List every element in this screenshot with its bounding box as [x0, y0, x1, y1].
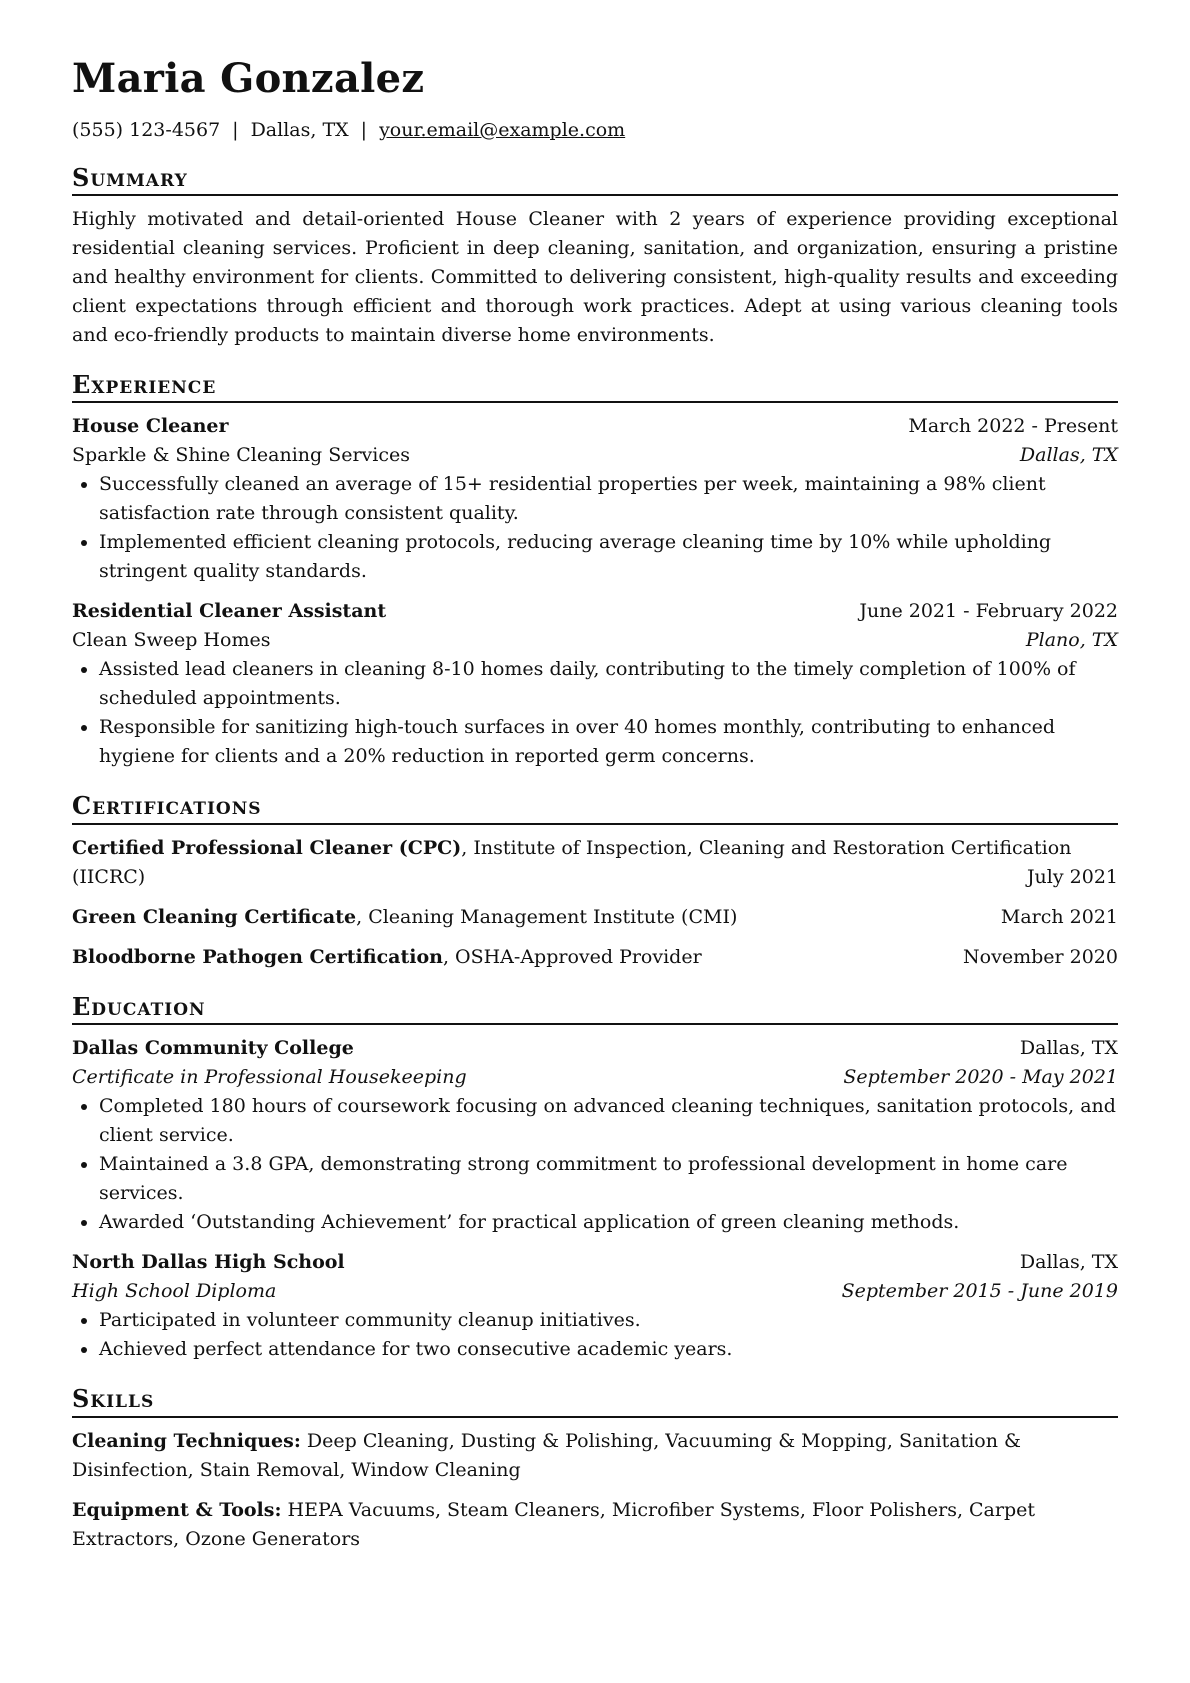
job-entry [72, 412, 1118, 586]
job-dates: March 2022 - Present [908, 415, 1118, 438]
section-title-summary: Summary [72, 165, 1118, 196]
list-item: • Completed 180 hours of coursework focusing on advanced cleaning techniques, sanitation protocols, and client service. [99, 1092, 1118, 1150]
school-name: Dallas Community College [72, 1037, 354, 1060]
contact-line [72, 118, 1118, 143]
school-location: Dallas, TX [1019, 1037, 1118, 1060]
list-item: • Participated in volunteer community cleanup initiatives. [99, 1306, 1118, 1335]
certification-name: Certified Professional Cleaner (CPC) [72, 836, 462, 859]
certification-issuer: , Cleaning Management Institute (CMI) [356, 905, 738, 928]
job-location: Plano, TX [1025, 629, 1118, 652]
school-dates: September 2015 - June 2019 [841, 1280, 1118, 1303]
email-link[interactable]: your.email@example.com [379, 119, 626, 141]
section-title-certifications: Certifications [72, 793, 1118, 824]
certification-name: Green Cleaning Certificate [72, 905, 357, 928]
phone: (555) 123-4567 [72, 119, 221, 141]
experience-section [72, 372, 1118, 771]
job-dates: June 2021 - February 2022 [859, 600, 1118, 623]
certification-issuer: , OSHA-Approved Provider [442, 945, 702, 968]
list-item: • Assisted lead cleaners in cleaning 8-10 homes daily, contributing to the timely completion of 100% of scheduled appointments. [99, 655, 1118, 713]
skill-label: Equipment & Tools: [72, 1498, 282, 1521]
school-name: North Dallas High School [72, 1251, 345, 1274]
list-item: • Successfully cleaned an average of 15+ residential properties per week, maintaining a 98% client satisfaction rate through consistent quality. [99, 470, 1118, 528]
summary-text: Highly motivated and detail-oriented House Cleaner with 2 years of experience providing exceptional residential cleaning services. Proficient in deep cleaning, sanitation, and organization, ensuring a pristine and healthy environment for clients. Committed to delivering consistent, high-quality results and exceeding client expectations through efficient and thorough work practices. Adept at using various cleaning tools and eco-friendly products to maintain diverse home environments. [72, 208, 1118, 347]
list-item: • Maintained a 3.8 GPA, demonstrating strong commitment to professional development in home care services. [99, 1150, 1118, 1208]
school-bullets [72, 1306, 1118, 1364]
school-bullets [72, 1092, 1118, 1237]
candidate-name: Maria Gonzalez [72, 55, 425, 102]
skill-label: Cleaning Techniques: [72, 1429, 301, 1452]
certification-item [72, 834, 1118, 892]
list-item: • Achieved perfect attendance for two consecutive academic years. [99, 1335, 1118, 1364]
skill-item [72, 1427, 1118, 1485]
certification-date: July 2021 [1026, 865, 1118, 888]
contact-separator: | [232, 119, 239, 141]
school-entry [72, 1248, 1118, 1364]
certification-date: March 2021 [1000, 905, 1118, 928]
job-bullets [72, 655, 1118, 771]
list-item: • Responsible for sanitizing high-touch surfaces in over 40 homes monthly, contributing to enhanced hygiene for clients and a 20% reduction in reported germ concerns. [99, 713, 1118, 771]
certification-item [72, 903, 1118, 932]
certification-date: November 2020 [963, 945, 1118, 968]
school-location: Dallas, TX [1019, 1251, 1118, 1274]
job-location: Dallas, TX [1019, 444, 1118, 467]
skill-item [72, 1496, 1118, 1554]
job-role: Residential Cleaner Assistant [72, 600, 387, 623]
job-bullets [72, 470, 1118, 586]
certifications-section [72, 793, 1118, 971]
job-entry [72, 597, 1118, 771]
school-dates: September 2020 - May 2021 [843, 1066, 1118, 1089]
job-company: Sparkle & Shine Cleaning Services [72, 444, 410, 467]
location: Dallas, TX [250, 119, 349, 141]
section-title-skills: Skills [72, 1386, 1118, 1417]
section-title-education: Education [72, 994, 1118, 1025]
summary-section [72, 162, 1118, 350]
education-section [72, 991, 1118, 1364]
certification-name: Bloodborne Pathogen Certification [72, 945, 443, 968]
skill-value: Deep Cleaning, Dusting & Polishing, Vacuuming & Mopping, Sanitation & Disinfection, Stain Removal, Window Cleaning [72, 1429, 1021, 1481]
certification-item [72, 943, 1118, 972]
contact-separator: | [360, 119, 368, 141]
school-entry [72, 1034, 1118, 1237]
list-item: • Awarded ‘Outstanding Achievement’ for practical application of green cleaning methods. [99, 1208, 1118, 1237]
section-title-experience: Experience [72, 372, 1118, 403]
job-role: House Cleaner [72, 415, 229, 438]
school-degree: Certificate in Professional Housekeeping [72, 1066, 467, 1089]
school-degree: High School Diploma [72, 1280, 277, 1303]
skills-section [72, 1386, 1118, 1553]
skill-value: HEPA Vacuums, Steam Cleaners, Microfiber Systems, Floor Polishers, Carpet Extractors, Ozone Generators [72, 1498, 1036, 1550]
certification-issuer-cont: (IICRC) [72, 865, 146, 888]
list-item: • Implemented efficient cleaning protocols, reducing average cleaning time by 10% while upholding stringent quality standards. [99, 528, 1118, 586]
job-company: Clean Sweep Homes [72, 629, 271, 652]
certification-issuer: , Institute of Inspection, Cleaning and Restoration Certification [461, 836, 1072, 859]
